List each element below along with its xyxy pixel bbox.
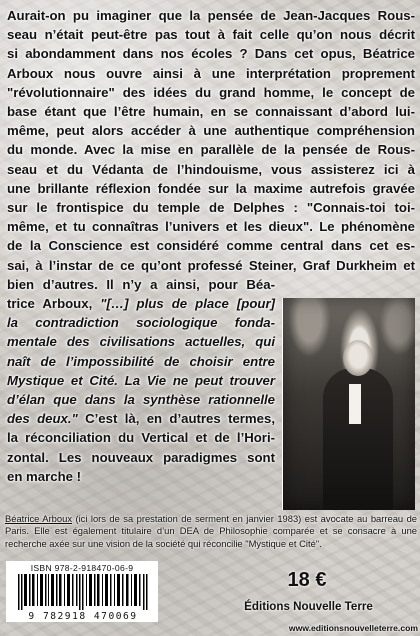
blurb-line: bien d’autres. Il n’y a ainsi, pour Béa- <box>7 276 275 292</box>
quote-line: la contradiction sociologique fonda- <box>7 315 275 331</box>
blurb-line: la réconciliation du Vertical et de l’Hori- <box>7 430 275 446</box>
blurb-line: Aurait-on pu imaginer que la pensée de Jean-Jacques Rous- <box>7 8 415 23</box>
barcode-digits: 9 782918 470069 <box>28 611 138 622</box>
blurb-line: de la Conscience est considéré comme central dans cet es- <box>7 238 415 254</box>
isbn-label: ISBN 978-2-918470-06-9 <box>30 563 134 573</box>
blurb-line <box>7 409 275 428</box>
author-name: Béatrice Arboux <box>5 513 73 524</box>
blurb-line: sai, à l’instar de ce qu’ont professé Steiner, Graf Durkheim et <box>7 257 415 273</box>
author-photo <box>282 298 415 510</box>
blurb-line: seau n’était peut-être pas tout à fait celle qu’on nous décrit <box>7 27 415 43</box>
blurb-text: C’est là, en d’autres termes, <box>77 411 275 427</box>
barcode-block <box>6 561 158 622</box>
blurb-line: du monde. Avec la mise en parallèle de la pensée de Rous- <box>7 142 415 158</box>
blurb-line: zontal. Les nouveaux paradigmes sont <box>7 449 275 465</box>
quote-line: mentale des civilisations actuelles, qui <box>7 334 275 350</box>
blurb-line: Arboux nous ouvre ainsi à une interprétation proprement <box>7 65 415 81</box>
blurb-line: même, peut alors accéder à une authentique compréhension <box>7 123 415 139</box>
blurb-quote-block <box>7 294 275 486</box>
photo-figure-jabot <box>349 384 361 424</box>
author-bio: (ici lors de sa prestation de serment en janvier 1983) est avocate au barreau de Paris. Elle est également titulaire d’un DEA de Philosophie comparée et se consacre à une recherche axée sur une vision de la société qui réconcilie "Mystique et Cité". <box>5 513 418 549</box>
publisher-website: www.editionsnouvelleterre.com <box>288 623 418 633</box>
blurb-line: "révolutionnaire" des idées du grand homme, le concept de <box>7 84 415 100</box>
quote-line: d’élan que dans la synthèse rationnelle <box>7 392 275 408</box>
blurb-line: seau et du Védanta de l’hindouisme, vous assisterez ici à <box>7 161 415 177</box>
publisher-name: Éditions Nouvelle Terre <box>244 600 373 613</box>
photo-figure-head <box>343 340 373 376</box>
blurb-line: si abondamment dans nos écoles ? Dans cet opus, Béatrice <box>7 46 415 62</box>
quote-text: des deux." <box>7 411 78 427</box>
blurb-line: base étant que l’être humain, en se connaissant d’abord lui- <box>7 104 415 120</box>
quote-line: Mystique et Cité. La Vie ne peut trouver <box>7 372 275 388</box>
blurb-line <box>7 294 275 313</box>
blurb-line: une brillante réflexion fondée sur la maxime autrefois gravée <box>7 180 415 196</box>
barcode-icon <box>18 574 148 610</box>
quote-line: naît de l’impossibilité de choisir entre <box>7 353 275 369</box>
blurb-line: même, et tu connaîtras l’univers et les dieux". Le phénomène <box>7 219 415 235</box>
price-label: 18 € <box>287 569 327 591</box>
blurb-line: en marche ! <box>7 468 82 484</box>
author-caption <box>5 513 417 550</box>
blurb-line: sur le frontispice du temple de Delphes : "Connais-toi toi- <box>7 200 415 216</box>
blurb-text: trice Arboux, <box>7 296 101 312</box>
quote-text: "[…] plus de place [pour] <box>100 296 275 312</box>
